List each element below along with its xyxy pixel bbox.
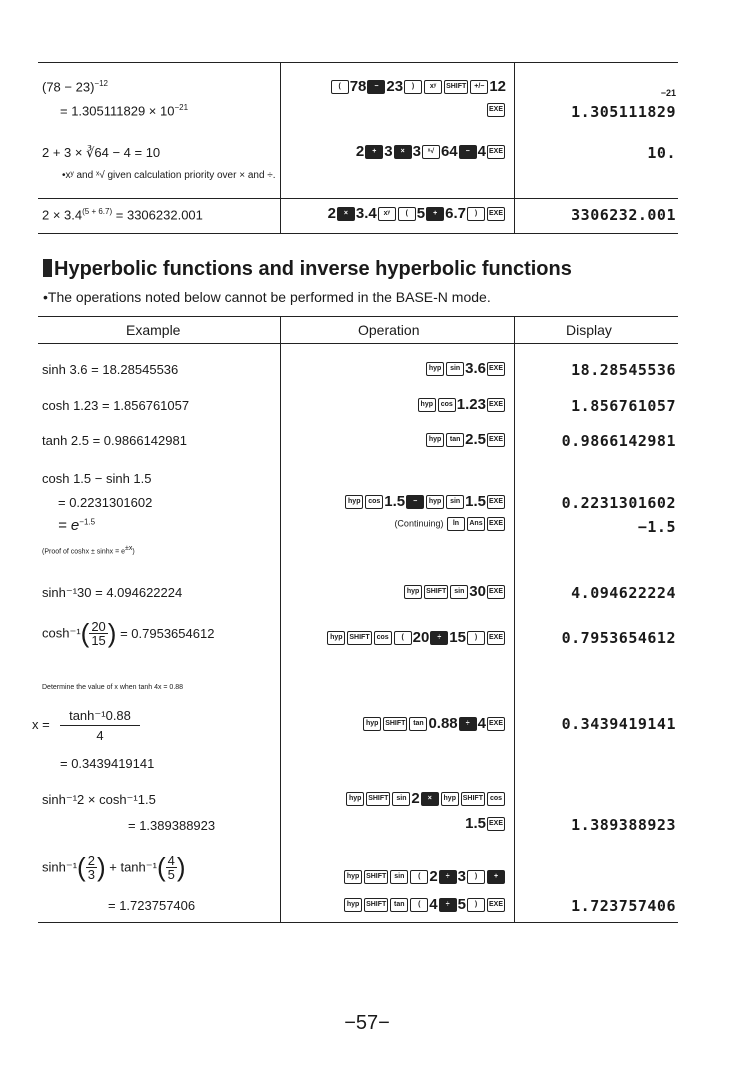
rparen-key: ) [404,80,422,94]
ln-key: ln [447,517,465,531]
operation-arcsinh: hyp SHIFT sin 30 EXE [403,583,506,600]
hyp-key: hyp [345,495,363,509]
minus-key: − [406,495,424,509]
sin-key: sin [446,495,464,509]
exe-key: EXE [487,207,505,221]
hyp-key: hyp [344,870,362,884]
tan-key: tan [390,898,408,912]
operation-arccosh: hyp SHIFT cos ( 20 ÷ 15 ) EXE [326,629,506,646]
display-cuberoot: 10. [647,144,676,162]
example-sinh: sinh 3.6 = 18.28545536 [42,362,179,377]
exe-key: EXE [487,362,505,376]
negate-key: +/− [470,80,488,94]
operation-cosh-minus-sinh: hyp cos 1.5 − hyp sin 1.5 EXE [344,493,506,510]
example-cosh-minus-sinh-result: = 0.2231301602 [58,495,153,510]
top-table-bottom-rule [38,233,678,234]
example-arcsinh: sinh⁻¹30 = 4.094622224 [42,585,183,600]
col-divider-2 [514,316,515,922]
shift-key: SHIFT [364,870,388,884]
proof-note: (Proof of $\cosh x \pm \sinh x = e^{\pm x}$) [42,545,135,556]
example-cosh: cosh 1.23 = 1.856761057 [42,398,190,413]
display-arctanh: 0.3439419141 [561,715,676,733]
example-arctanh-result: = 0.3439419141 [60,756,155,771]
exe-key: EXE [487,631,505,645]
example-arctanh-lead: x = [32,717,50,732]
table-bottom-rule [38,922,678,923]
header-bottom-rule [38,343,678,344]
power-key: xʸ [378,207,396,221]
div-key: ÷ [439,898,457,912]
exe-key: EXE [487,398,505,412]
div-key: ÷ [459,717,477,731]
display-arcsinh: 4.094622224 [571,584,676,602]
top-col-divider-1 [280,62,281,233]
shift-key: SHIFT [383,717,407,731]
operation-arcsinh-times-arccosh: hyp SHIFT sin 2 × hyp SHIFT cos [345,790,506,807]
exe-key: EXE [487,145,505,159]
display-tanh: 0.9866142981 [561,432,676,450]
example-power-result: = $1.305111829 \times 10^{-21}$ [60,103,189,119]
lparen-key: ( [394,631,412,645]
fraction: $\frac{20}{15}$ [91,619,106,648]
exe-key: EXE [487,517,505,531]
operation-power-exe [486,101,506,118]
section-bullet [43,259,52,277]
shift-key: SHIFT [461,792,485,806]
exe-key: EXE [487,585,505,599]
arctanh-caption: Determine the value of x when tanh 4x = 0.88 [42,684,184,691]
example-e-power: = $e^{-1.5}$ [58,517,96,534]
page-number: −57− [344,1012,390,1034]
cos-key: cos [365,495,383,509]
header-display: Display [566,322,612,338]
example-exponent: $2 \times 3.4^{(5 + 6.7)} = 3306232.001$ [42,207,203,223]
operation-exponent: 2 × 3.4 xʸ ( 5 + 6.7 ) EXE [327,205,503,222]
times-key: × [337,207,355,221]
example-arcsinh-times-arccosh: sinh⁻¹2 × cosh⁻¹1.5 [42,792,156,807]
rparen-key: ) [467,631,485,645]
top-row-divider [38,198,678,199]
lparen-key: ( [398,207,416,221]
exe-key: EXE [487,495,505,509]
priority-note: •xʸ and ˣ√ given calculation priority over × and ÷. [62,170,276,181]
col-divider-1 [280,316,281,922]
fraction-1: $\frac{2}{3}$ [87,853,95,882]
example-arcsinh-times-arccosh-result: = 1.389388923 [128,818,216,833]
section-note: •The operations noted below cannot be performed in the BASE-N mode. [43,289,491,305]
display-e-exponent: −1.5 [637,518,676,536]
lparen-key: ( [410,898,428,912]
lparen-key: ( [410,870,428,884]
hyp-key: hyp [426,495,444,509]
hyp-key: hyp [426,362,444,376]
operation-continuing: (Continuing) ln Ans EXE [394,517,506,531]
shift-key: SHIFT [347,631,371,645]
example-cuberoot: 2 + 3 × ∛64 − 4 = 10 [42,145,161,160]
tan-key: tan [446,433,464,447]
minus-key: − [367,80,385,94]
xroot-key: ˣ√ [422,145,440,159]
operation-cuberoot: 2 + 3 × 3 ˣ√ 64 − 4 EXE [355,143,503,160]
hyp-key: hyp [327,631,345,645]
cos-key: cos [487,792,505,806]
hyp-key: hyp [344,898,362,912]
times-key: × [394,145,412,159]
display-exponent-result: 3306232.001 [571,206,676,224]
top-rule [38,62,678,63]
example-tanh: tanh 2.5 = 0.9866142981 [42,433,187,448]
tan-key: tan [409,717,427,731]
operation-arcsinh-times-arccosh-cont: 1.5 EXE [465,815,503,832]
display-exponent: −21 [660,88,676,98]
times-key: × [421,792,439,806]
ans-key: Ans [467,517,485,531]
exe-key: EXE [487,817,505,831]
shift-key: SHIFT [424,585,448,599]
section-title: Hyperbolic functions and inverse hyperbolic functions [43,258,572,281]
header-top-rule [38,316,678,317]
example-arcsinh-plus-arctanh: sinh⁻¹( $\frac{2}{3}$ ) + tanh⁻¹( $\frac{4}{5}$ ) [42,852,186,882]
hyp-key: hyp [363,717,381,731]
display-sinh: 18.28545536 [571,361,676,379]
hyp-key: hyp [404,585,422,599]
example-cosh-minus-sinh: cosh 1.5 − sinh 1.5 [42,471,152,486]
lparen-key: ( [331,80,349,94]
operation-arctanh: hyp SHIFT tan 0.88 ÷ 4 EXE [362,715,506,732]
fraction-2: $\frac{4}{5}$ [167,853,175,882]
power-key: xʸ [424,80,442,94]
sin-key: sin [450,585,468,599]
hyp-key: hyp [346,792,364,806]
exe-key: EXE [487,103,505,117]
exe-key: EXE [487,717,505,731]
hyp-key: hyp [426,433,444,447]
operation-sinh: hyp sin 3.6 EXE [425,360,506,377]
plus-key: + [487,870,505,884]
shift-key: SHIFT [444,80,468,94]
operation-arcsinh-plus-arctanh: hyp SHIFT sin ( 2 ÷ 3 ) + [343,868,506,885]
cos-key: cos [438,398,456,412]
rparen-key: ) [467,898,485,912]
div-key: ÷ [430,631,448,645]
hyp-key: hyp [441,792,459,806]
plus-key: + [426,207,444,221]
header-example: Example [126,322,181,338]
div-key: ÷ [439,870,457,884]
operation-power: ( 78 − 23 ) xʸ SHIFT +/− 12 [330,78,506,95]
display-arcsinh-plus-arctanh: 1.723757406 [571,897,676,915]
shift-key: SHIFT [366,792,390,806]
example-arccosh: cosh⁻¹( $\frac{20}{15}$ ) = 0.7953654612 [42,618,215,648]
top-col-divider-2 [514,62,515,233]
display-arccosh: 0.7953654612 [561,629,676,647]
cos-key: cos [374,631,392,645]
exe-key: EXE [487,898,505,912]
display-cosh-minus-sinh: 0.2231301602 [561,494,676,512]
rparen-key: ) [467,870,485,884]
rparen-key: ) [467,207,485,221]
operation-cosh: hyp cos 1.23 EXE [417,396,506,413]
display-cosh: 1.856761057 [571,397,676,415]
example-arcsinh-plus-arctanh-result: = 1.723757406 [108,898,196,913]
operation-arcsinh-plus-arctanh-cont: hyp SHIFT tan ( 4 ÷ 5 ) EXE [343,896,506,913]
plus-key: + [365,145,383,159]
display-power: 1.305111829 [571,103,676,121]
example-power: $(78 - 23)^{-12}$ [42,79,108,95]
hyp-key: hyp [418,398,436,412]
header-operation: Operation [358,322,420,338]
example-arctanh-fraction: tanh⁻¹0.88 4 [60,708,140,743]
sin-key: sin [392,792,410,806]
display-arcsinh-times-arccosh: 1.389388923 [571,816,676,834]
minus-key: − [459,145,477,159]
sin-key: sin [446,362,464,376]
sin-key: sin [390,870,408,884]
operation-tanh: hyp tan 2.5 EXE [425,431,506,448]
shift-key: SHIFT [364,898,388,912]
exe-key: EXE [487,433,505,447]
